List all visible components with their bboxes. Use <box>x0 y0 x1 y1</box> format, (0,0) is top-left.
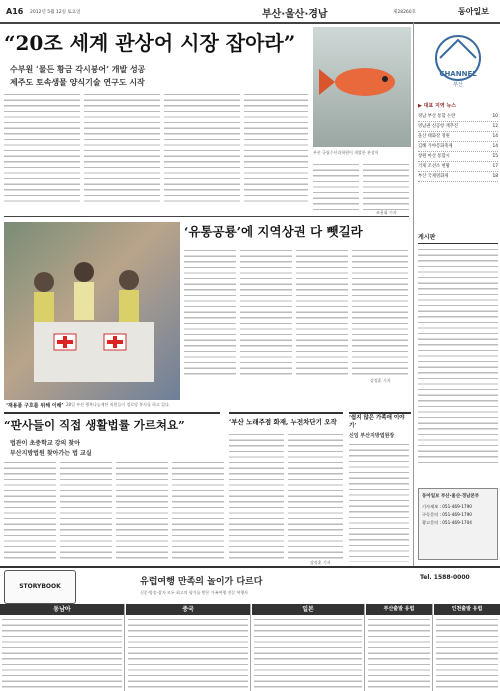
travel-ad-title: 중국 <box>126 604 250 615</box>
fire-headline-box <box>229 412 343 430</box>
main-article-body-col1 <box>4 92 80 202</box>
distribution-body-col1 <box>184 248 236 378</box>
channel-logo-box <box>418 30 498 90</box>
index-item[interactable] <box>418 122 498 132</box>
contact-line: 기사제보 : 051-469-1790 <box>422 504 472 509</box>
travel-ad-title: 일본 <box>252 604 364 615</box>
main-article-body-col6 <box>363 162 409 210</box>
index-item-page: 17 <box>492 164 498 169</box>
index-item[interactable] <box>418 132 498 142</box>
main-article-headline-box <box>4 26 304 60</box>
right-sidebar <box>413 22 500 568</box>
travel-ad-listing <box>436 617 498 689</box>
index-item-page: 18 <box>492 174 498 179</box>
fish-photo-caption: 부산 국립수산과학원이 개발한 관상어 <box>313 150 379 155</box>
index-item-label: 부산 국제영화제 <box>418 174 449 179</box>
index-item[interactable] <box>418 162 498 172</box>
channel-label: CHANNEL <box>439 70 477 78</box>
lawyer-subheadline-1: 법관이 초중학교 강의 찾아 <box>10 440 81 447</box>
main-headline: “20조 세계 관상어 시장 잡아라” <box>4 31 296 55</box>
travel-ad-column[interactable] <box>434 604 500 691</box>
travel-ads <box>0 604 500 691</box>
notice-list <box>418 247 498 467</box>
distribution-body-col2 <box>240 248 292 378</box>
index-item-label: 거제 조선소 현황 <box>418 164 450 169</box>
distribution-headline: ‘유통공룡’에 지역상권 다 뺏길라 <box>184 224 363 239</box>
issue-date: 2012년 5월 12일 토요일 <box>30 10 81 15</box>
lawyer-subheadline-2: 부산지방법원 찾아가는 법 교실 <box>10 450 92 457</box>
volunteer-photo <box>4 222 180 400</box>
main-article-byline: 조용휘 기자 <box>376 210 397 215</box>
main-article-body-col5 <box>313 162 359 210</box>
travel-ad-column[interactable] <box>366 604 433 691</box>
fire-body-col1 <box>229 432 284 562</box>
page-number: A16 <box>6 7 24 16</box>
quote-body <box>349 442 409 562</box>
travel-ad-column[interactable] <box>252 604 365 691</box>
edition-number: 제28260호 <box>393 10 417 15</box>
index-item[interactable] <box>418 112 498 122</box>
distribution-byline: 강정훈 기자 <box>370 378 391 383</box>
travel-ad-column[interactable] <box>126 604 251 691</box>
index-list <box>418 102 498 182</box>
lawyer-headline-box <box>4 412 220 434</box>
ad-phone: Tel. 1588-0000 <box>420 574 470 581</box>
travel-ad-title: 부산출발 유럽 <box>366 604 432 615</box>
notice-board <box>418 232 498 472</box>
ad-slogan: 유럽여행 만족의 놀이가 다르다 <box>140 577 263 587</box>
contact-box <box>418 488 498 560</box>
index-item[interactable] <box>418 172 498 182</box>
ad-brand: STORYBOOK <box>19 583 61 590</box>
fish-photo <box>313 27 411 147</box>
index-item-label: 경남 부산 통합 논란 <box>418 114 456 119</box>
index-item-label: 울산 태화강 정원 <box>418 134 450 139</box>
travel-ad-title: 동남아 <box>0 604 124 615</box>
index-item[interactable] <box>418 142 498 152</box>
quote-subheadline: 신임 부산지방법원장 <box>349 433 395 439</box>
fish-illustration <box>313 27 411 147</box>
lawyer-body-col4 <box>172 460 224 562</box>
main-article-body-col2 <box>84 92 160 202</box>
travel-ad-title: 인천출발 유럽 <box>434 604 500 615</box>
masthead <box>0 0 500 24</box>
newspaper-name: 동아일보 <box>458 7 489 16</box>
fire-body-col2 <box>288 432 343 562</box>
lawyer-body-col1 <box>4 460 56 562</box>
travel-ad-listing <box>128 617 248 689</box>
index-item-page: 10 <box>492 114 498 119</box>
distribution-body-col4 <box>352 248 408 378</box>
lawyer-headline: “판사들이 직접 생활법률 가르쳐요” <box>4 418 185 432</box>
lawyer-body-col2 <box>60 460 112 562</box>
volunteer-photo-caption: 28일 부산 행복나눔재단 직원들이 경로당 봉사를 하고 있다. <box>66 402 171 407</box>
lawyer-body-col3 <box>116 460 168 562</box>
index-item-page: 14 <box>492 134 498 139</box>
channel-sub-label: 부산 <box>453 82 463 88</box>
travel-ad-column[interactable] <box>0 604 125 691</box>
contact-line: 광고문의 : 051-469-1704 <box>422 520 472 525</box>
volunteer-photo-illustration <box>4 222 180 400</box>
main-article-body-col4 <box>244 92 308 202</box>
distribution-body-col3 <box>296 248 348 378</box>
index-item-label: 김해 가야문화축제 <box>418 144 453 149</box>
index-item-page: 14 <box>492 144 498 149</box>
main-subheadline-1: 수부원 ‘물든 황금 각시붕어’ 개발 성공 <box>10 64 146 74</box>
quote-headline-box <box>349 412 411 430</box>
contact-line: 구독문의 : 051-469-1790 <box>422 512 472 517</box>
travel-ad-listing <box>368 617 430 689</box>
ad-banner[interactable] <box>0 566 500 604</box>
index-item-label: 창원 마산 통합시 <box>418 154 450 159</box>
fire-headline: ‘부산 노래주점 화재, 누전차단기 오작 <box>229 418 337 426</box>
index-item-page: 12 <box>492 124 498 129</box>
section-title: 부산·울산·경남 <box>262 9 328 20</box>
distribution-headline-box <box>184 222 410 242</box>
section-divider <box>4 216 409 217</box>
index-item-page: 15 <box>492 154 498 159</box>
main-subheadline-2: 제주도 토속생물 양식기술 연구도 시작 <box>10 77 145 87</box>
index-item-label: 영남권 신공항 재추진 <box>418 124 459 129</box>
fire-byline: 강정훈 기자 <box>310 560 331 565</box>
volunteer-photo-caption-title: ‘재용품 구호를 위해 이해’ <box>6 403 64 409</box>
travel-ad-listing <box>2 617 122 689</box>
ad-brand-box <box>4 570 76 604</box>
contact-title: 동아일보 부산·울산·경남본부 <box>422 494 480 499</box>
travel-ad-listing <box>254 617 362 689</box>
ad-subtitle: 신문·방송·잡지 모두 최고의 평가를 받은 가족여행 전문 여행사 <box>140 590 249 595</box>
main-article-body-col3 <box>164 92 240 202</box>
index-title: ▶ 대표 지역 뉴스 <box>418 103 457 109</box>
quote-headline: ‘쉽지 않은 가족애 이야기’ <box>349 415 405 429</box>
notice-title: 게시판 <box>418 232 498 244</box>
index-item[interactable] <box>418 152 498 162</box>
